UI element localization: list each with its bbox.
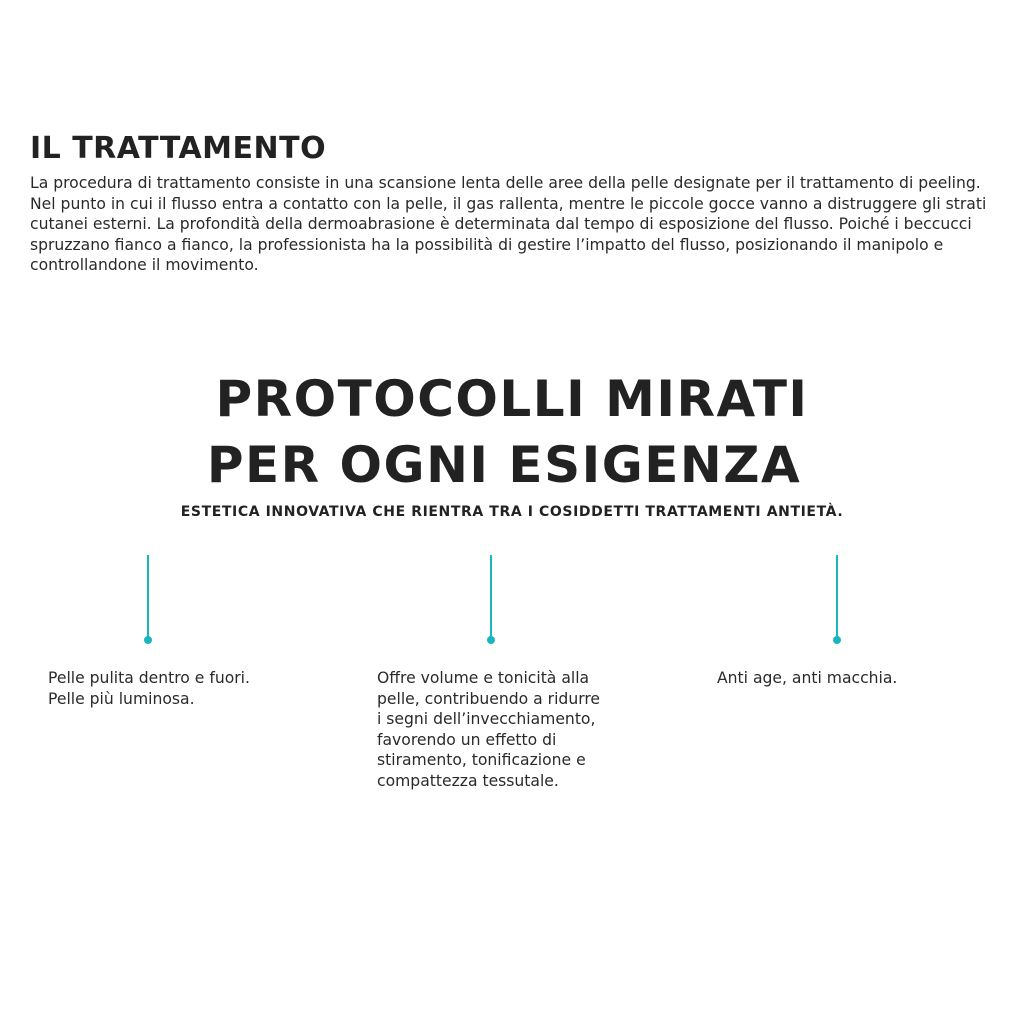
feature-line: compattezza tessutale.: [377, 771, 559, 790]
feature-line: Anti age, anti macchia.: [717, 669, 898, 687]
feature-marker-3: [833, 555, 841, 645]
feature-text-2: [377, 668, 617, 791]
feature-line: pelle, contribuendo a ridurre: [377, 689, 601, 708]
feature-line: stiramento, tonificazione e: [377, 751, 586, 769]
feature-marker-line: [147, 555, 149, 639]
treatment-description: La procedura di trattamento consiste in una scansione lenta delle aree della pelle designate per il trattamento di peeling. Nel punto in cui il flusso entra a contatto con la pelle, il gas rallenta, mentre le piccole gocce vanno a distruggere gli strati cutanei esterni. La profondità della dermoabrasione è determinata dal tempo di esposizione del flusso. Poiché i beccucci spruzzano fianco a fianco, la professionista ha la possibilità di gestire l’impatto del flusso, posizionando il manipolo e controllandone il movimento.: [30, 174, 987, 274]
feature-line: i segni dell’invecchiamento,: [377, 710, 596, 728]
treatment-title: IL TRATTAMENTO: [30, 131, 327, 166]
feature-line: Offre volume e tonicità alla: [377, 669, 590, 687]
feature-marker-dot: [833, 636, 841, 644]
feature-text-1: [48, 668, 288, 709]
feature-marker-line: [490, 555, 492, 639]
feature-marker-dot: [144, 636, 152, 644]
feature-line: Pelle pulita dentro e fuori.: [48, 669, 250, 687]
feature-marker-line: [836, 555, 838, 639]
protocols-title: [0, 366, 1024, 498]
feature-marker-1: [144, 555, 152, 645]
feature-marker-2: [487, 555, 495, 645]
protocols-title-line-2: PER OGNI ESIGENZA: [206, 436, 802, 494]
feature-line: Pelle più luminosa.: [48, 689, 195, 708]
protocols-title-line-1: PROTOCOLLI MIRATI: [215, 370, 809, 428]
protocols-subtitle: ESTETICA INNOVATIVA CHE RIENTRA TRA I COSIDDETTI TRATTAMENTI ANTIETÀ.: [180, 504, 844, 520]
feature-line: favorendo un effetto di: [377, 730, 557, 749]
feature-text-3: [717, 668, 977, 689]
feature-marker-dot: [487, 636, 495, 644]
